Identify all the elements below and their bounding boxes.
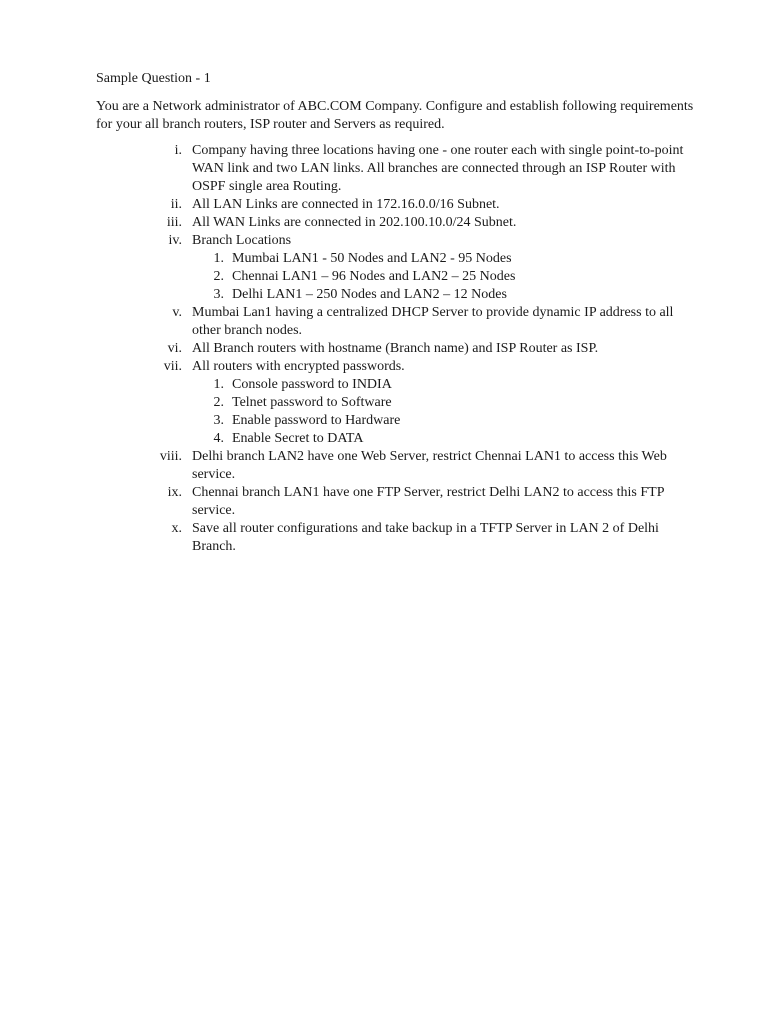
list-item-numeral: viii. bbox=[159, 449, 182, 464]
list-item-text: Save all router configurations and take backup in a TFTP Server in LAN 2 of Delhi Branch. bbox=[192, 521, 659, 554]
sub-list-item-text: Chennai LAN1 – 96 Nodes and LAN2 – 25 Nodes bbox=[232, 269, 516, 284]
list-item bbox=[96, 304, 696, 340]
list-item-text: Mumbai Lan1 having a centralized DHCP Server to provide dynamic IP address to all other branch nodes. bbox=[192, 305, 674, 338]
list-item bbox=[96, 142, 696, 196]
sub-list-item-number: 3. bbox=[213, 413, 224, 428]
list-item bbox=[96, 520, 696, 556]
list-item-body bbox=[192, 358, 696, 448]
sub-list-item-number: 1. bbox=[213, 251, 224, 266]
list-item-body bbox=[192, 196, 696, 214]
sub-list-item bbox=[192, 430, 696, 448]
list-item-body bbox=[192, 304, 696, 340]
list-item-text: All routers with encrypted passwords. bbox=[192, 359, 405, 374]
list-item bbox=[96, 196, 696, 214]
sub-list-item-text: Mumbai LAN1 - 50 Nodes and LAN2 - 95 Nodes bbox=[232, 251, 512, 266]
sub-list-item-text: Enable Secret to DATA bbox=[232, 431, 364, 446]
list-item bbox=[96, 484, 696, 520]
sub-list bbox=[192, 250, 696, 304]
list-item-text: All WAN Links are connected in 202.100.10.0/24 Subnet. bbox=[192, 215, 517, 230]
list-item-body bbox=[192, 448, 696, 484]
sub-list-item-text: Enable password to Hardware bbox=[232, 413, 401, 428]
sub-list-item-number: 2. bbox=[213, 269, 224, 284]
list-item-body bbox=[192, 232, 696, 304]
list-item bbox=[96, 232, 696, 304]
sub-list-item-text: Delhi LAN1 – 250 Nodes and LAN2 – 12 Nodes bbox=[232, 287, 507, 302]
list-item-text: All LAN Links are connected in 172.16.0.0/16 Subnet. bbox=[192, 197, 500, 212]
list-item-body bbox=[192, 214, 696, 232]
list-item-numeral: ii. bbox=[170, 197, 182, 212]
list-item-numeral: v. bbox=[172, 305, 182, 320]
list-item-body bbox=[192, 484, 696, 520]
list-item-body bbox=[192, 142, 696, 196]
sub-list-item bbox=[192, 286, 696, 304]
list-item bbox=[96, 448, 696, 484]
sub-list-item bbox=[192, 268, 696, 286]
list-item-text: All Branch routers with hostname (Branch name) and ISP Router as ISP. bbox=[192, 341, 599, 356]
list-item-text: Chennai branch LAN1 have one FTP Server, restrict Delhi LAN2 to access this FTP service. bbox=[192, 485, 664, 518]
sub-list-item-number: 4. bbox=[213, 431, 224, 446]
list-item-text: Company having three locations having one - one router each with single point-to-point WAN link and two LAN links. All branches are connected through an ISP Router with OSPF single area Routing. bbox=[192, 143, 684, 194]
sub-list-item bbox=[192, 394, 696, 412]
list-item-text: Delhi branch LAN2 have one Web Server, restrict Chennai LAN1 to access this Web service. bbox=[192, 449, 667, 482]
requirements-list bbox=[96, 142, 696, 556]
document-title: Sample Question - 1 bbox=[96, 71, 211, 86]
list-item-numeral: iv. bbox=[168, 233, 182, 248]
list-item-numeral: x. bbox=[171, 521, 182, 536]
sub-list-item-number: 2. bbox=[213, 395, 224, 410]
sub-list-item bbox=[192, 412, 696, 430]
list-item-body bbox=[192, 520, 696, 556]
sub-list-item-number: 1. bbox=[213, 377, 224, 392]
list-item bbox=[96, 340, 696, 358]
list-item-numeral: vi. bbox=[167, 341, 182, 356]
list-item bbox=[96, 214, 696, 232]
list-item-text: Branch Locations bbox=[192, 233, 292, 248]
sub-list bbox=[192, 376, 696, 448]
list-item-numeral: iii. bbox=[166, 215, 182, 230]
sub-list-item-text: Console password to INDIA bbox=[232, 377, 392, 392]
list-item-numeral: ix. bbox=[167, 485, 182, 500]
document-page bbox=[96, 70, 696, 570]
list-item-numeral: vii. bbox=[163, 359, 182, 374]
list-item-body bbox=[192, 340, 696, 358]
sub-list-item bbox=[192, 376, 696, 394]
sub-list-item-text: Telnet password to Software bbox=[232, 395, 392, 410]
list-item bbox=[96, 358, 696, 448]
intro-paragraph: You are a Network administrator of ABC.COM Company. Configure and establish following requirements for your all branch routers, ISP router and Servers as required. bbox=[96, 99, 694, 132]
list-item-numeral: i. bbox=[174, 143, 182, 158]
sub-list-item bbox=[192, 250, 696, 268]
sub-list-item-number: 3. bbox=[213, 287, 224, 302]
